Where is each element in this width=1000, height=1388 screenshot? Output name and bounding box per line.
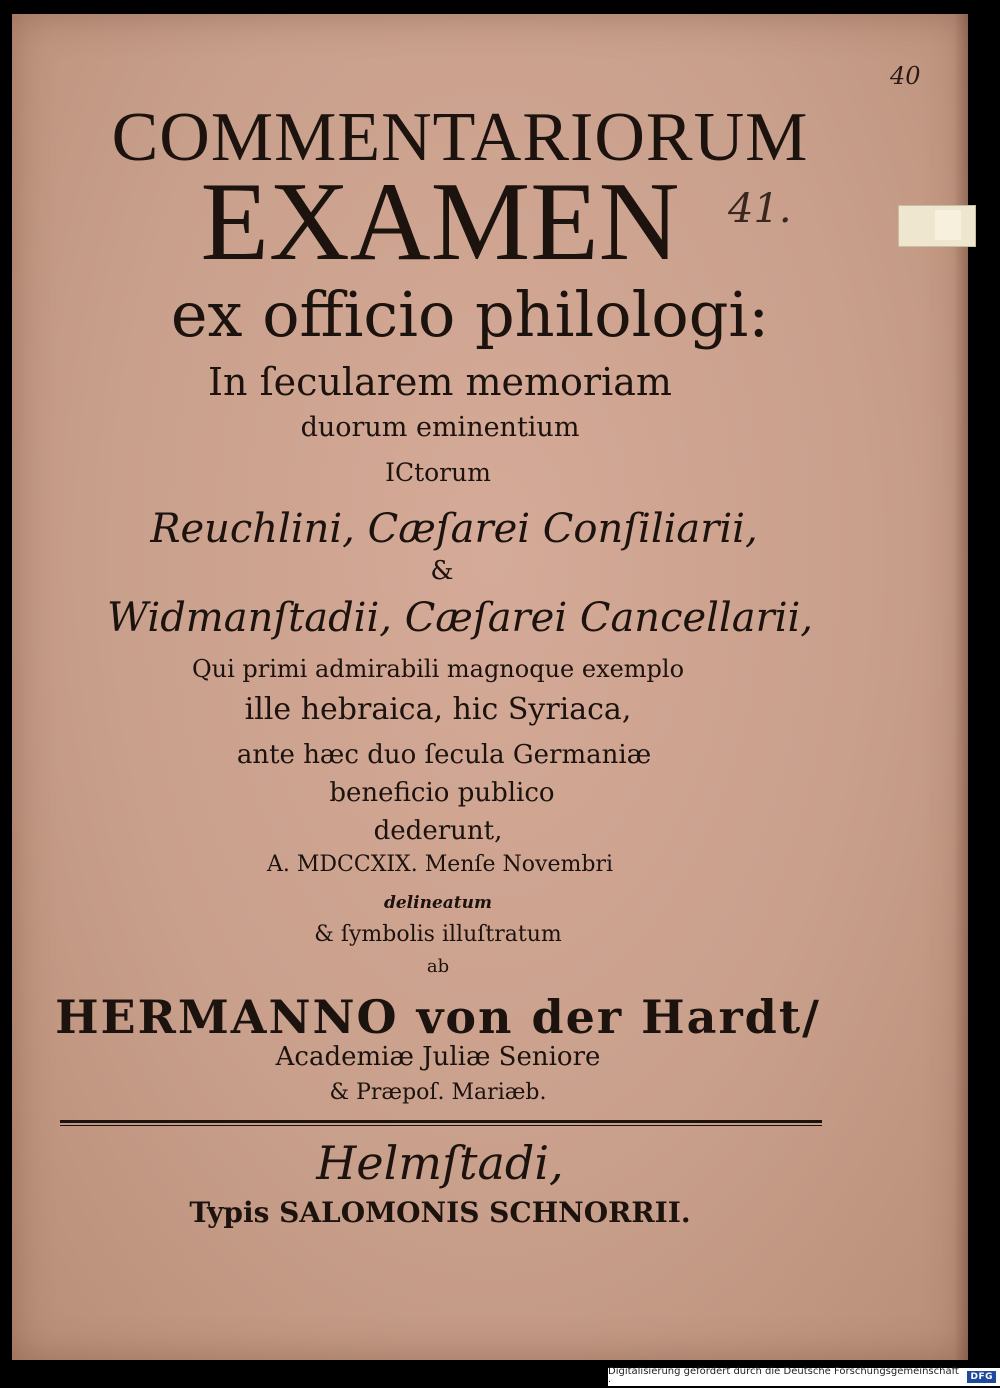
title-line-1: COMMENTARIORUM bbox=[111, 99, 809, 176]
footer-credit: Digitalisierung gefördert durch die Deutsche Forschungsgemeinschaft · bbox=[608, 1366, 959, 1388]
divider-rule bbox=[60, 1120, 822, 1126]
author-office: & Præpoſ. Mariæb. bbox=[329, 1080, 547, 1105]
imprint-printer: Typis SALOMONIS SCHNORRII. bbox=[189, 1196, 691, 1229]
digitization-footer bbox=[608, 1368, 1000, 1386]
text-line-7: Reuchlini, Cæſarei Conſiliarii, bbox=[150, 506, 758, 552]
text-line-8: & bbox=[430, 556, 454, 586]
text-line-4: In ſecularem memoriam bbox=[208, 360, 672, 404]
text-line-14: dederunt, bbox=[373, 816, 503, 846]
text-line-18: ab bbox=[426, 956, 450, 977]
text-line-11: ille hebraica, hic Syriaca, bbox=[244, 692, 632, 727]
text-line-16: delineatum bbox=[383, 893, 492, 913]
dfg-logo-icon: DFG bbox=[967, 1371, 996, 1383]
folio-number: 40 bbox=[890, 62, 921, 90]
text-line-10: Qui primi admirabili magnoque exemplo bbox=[191, 655, 685, 683]
text-line-5: duorum eminentium bbox=[300, 412, 580, 443]
text-line-6: ICtorum bbox=[385, 458, 491, 487]
text-line-12: ante hæc duo ſecula Germaniæ bbox=[236, 740, 652, 770]
author-name: HERMANNO von der Hardt/ bbox=[55, 990, 821, 1044]
shelf-mark: 41. bbox=[728, 186, 792, 232]
title-line-2: EXAMEN bbox=[200, 160, 680, 284]
date-line: A. MDCCXIX. Menſe Novembri bbox=[266, 852, 614, 877]
imprint-place: Helmſtadi, bbox=[316, 1136, 564, 1190]
text-line-17: & ſymbolis illuſtratum bbox=[314, 922, 562, 947]
author-affiliation: Academiæ Juliæ Seniore bbox=[275, 1042, 601, 1072]
subtitle-line: ex officio philologi: bbox=[170, 278, 770, 351]
text-line-13: beneficio publico bbox=[329, 778, 555, 808]
text-line-9: Widmanſtadii, Cæſarei Cancellarii, bbox=[107, 595, 813, 641]
